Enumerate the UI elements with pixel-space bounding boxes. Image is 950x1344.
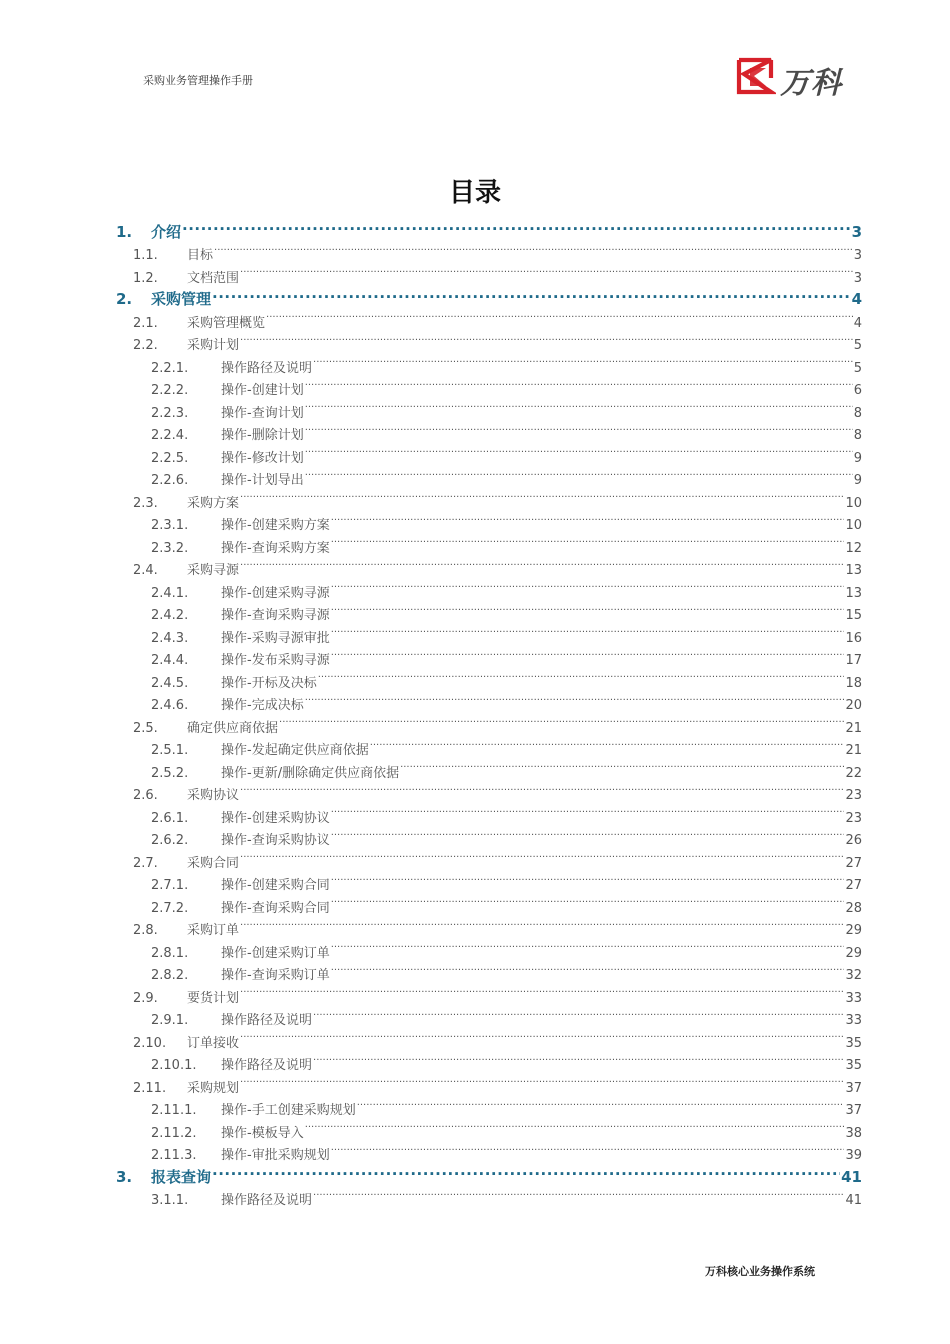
toc-dot-leader bbox=[331, 799, 845, 822]
toc-entry-label: 操作-创建计划 bbox=[221, 383, 304, 398]
toc-entry[interactable] bbox=[116, 844, 862, 871]
toc-entry-number: 2.2.2. bbox=[151, 383, 189, 398]
toc-entry-number: 2.11.3. bbox=[151, 1148, 197, 1163]
toc-entry-page-number: 35 bbox=[845, 1035, 862, 1051]
toc-entry[interactable] bbox=[116, 1159, 862, 1186]
toc-entry-number: 2.4.6. bbox=[151, 698, 189, 713]
toc-entry-number: 2.6.2. bbox=[151, 833, 189, 848]
toc-entry-page-number: 12 bbox=[845, 540, 862, 556]
toc-entry-label: 操作-开标及决标 bbox=[221, 675, 317, 691]
toc-dot-leader bbox=[331, 529, 845, 552]
toc-entry-label: 采购协议 bbox=[187, 788, 240, 803]
toc-entry[interactable] bbox=[116, 574, 862, 601]
toc-entry-number: 2.1. bbox=[133, 315, 158, 331]
toc-dot-leader bbox=[331, 507, 845, 530]
toc-entry-label: 采购计划 bbox=[187, 338, 240, 353]
toc-entry-number: 2.3.1. bbox=[151, 518, 189, 533]
toc-entry-page-number: 13 bbox=[845, 585, 862, 601]
toc-dot-leader bbox=[305, 1114, 845, 1137]
toc-entry-label: 操作-查询采购协议 bbox=[221, 833, 330, 848]
toc-entry-label: 报表查询 bbox=[151, 1167, 212, 1186]
toc-entry[interactable] bbox=[116, 394, 862, 421]
toc-entry-label: 操作-发布采购寻源 bbox=[221, 653, 330, 668]
document-header-title: 采购业务管理操作手册 bbox=[143, 74, 253, 87]
toc-entry-number: 2.2. bbox=[133, 338, 158, 353]
toc-dot-leader bbox=[240, 552, 844, 575]
toc-entry-label: 采购合同 bbox=[187, 855, 240, 871]
toc-entry[interactable] bbox=[116, 372, 862, 398]
toc-entry[interactable] bbox=[116, 1182, 862, 1208]
toc-entry-number: 2.8. bbox=[133, 923, 158, 938]
toc-dot-leader bbox=[331, 597, 845, 620]
toc-entry-number: 2.9.1. bbox=[151, 1013, 189, 1028]
toc-entry-label: 操作-模板导入 bbox=[221, 1125, 304, 1141]
toc-entry[interactable] bbox=[116, 417, 862, 443]
toc-entry[interactable] bbox=[116, 484, 862, 511]
toc-dot-leader bbox=[313, 1182, 844, 1205]
toc-entry[interactable] bbox=[116, 349, 862, 376]
toc-dot-leader bbox=[305, 439, 853, 462]
toc-dot-leader bbox=[305, 394, 853, 417]
toc-entry-page-number: 13 bbox=[845, 563, 862, 578]
toc-entry-number: 2.10.1. bbox=[151, 1058, 197, 1073]
toc-entry-label: 确定供应商依据 bbox=[187, 720, 279, 736]
toc-entry-page-number: 15 bbox=[845, 608, 862, 623]
toc-dot-leader bbox=[331, 934, 845, 957]
toc-entry[interactable] bbox=[116, 597, 862, 623]
toc-entry[interactable] bbox=[116, 754, 862, 781]
toc-entry-page-number: 8 bbox=[853, 428, 862, 443]
toc-entry-number: 2.2.3. bbox=[151, 405, 189, 421]
toc-dot-leader bbox=[240, 1024, 844, 1047]
toc-entry-number: 2.2.5. bbox=[151, 450, 189, 466]
toc-entry-number: 2.7.1. bbox=[151, 878, 189, 893]
toc-entry-page-number: 5 bbox=[853, 360, 862, 376]
toc-dot-leader bbox=[400, 754, 844, 777]
toc-entry[interactable] bbox=[116, 799, 862, 826]
toc-title: 目录 bbox=[448, 178, 501, 208]
toc-entry-label: 操作-创建采购寻源 bbox=[221, 585, 330, 601]
toc-dot-leader bbox=[331, 619, 845, 642]
toc-dot-leader bbox=[212, 282, 851, 305]
toc-entry-number: 2.7. bbox=[133, 855, 158, 871]
toc-entry-label: 操作-计划导出 bbox=[221, 473, 304, 488]
toc-entry[interactable] bbox=[116, 687, 862, 713]
toc-dot-leader bbox=[357, 1092, 845, 1115]
toc-entry-page-number: 39 bbox=[845, 1148, 862, 1163]
toc-entry-number: 2.6. bbox=[133, 788, 158, 803]
toc-entry-label: 操作-查询采购订单 bbox=[221, 968, 330, 983]
toc-entry-page-number: 33 bbox=[845, 1013, 862, 1028]
toc-dot-leader bbox=[331, 867, 845, 890]
toc-entry-page-number: 8 bbox=[853, 405, 862, 421]
toc-entry-label: 订单接收 bbox=[187, 1035, 240, 1051]
toc-entry-page-number: 3 bbox=[853, 270, 862, 286]
toc-entry-page-number: 9 bbox=[853, 473, 862, 488]
toc-entry-page-number: 22 bbox=[845, 765, 862, 781]
toc-dot-leader bbox=[331, 1137, 845, 1160]
toc-entry-label: 操作-查询采购方案 bbox=[221, 540, 330, 556]
toc-entry-label: 操作-删除计划 bbox=[221, 428, 304, 443]
toc-entry[interactable] bbox=[116, 664, 862, 691]
toc-entry-label: 操作-采购寻源审批 bbox=[221, 630, 330, 646]
toc-entry-number: 2.9. bbox=[133, 990, 158, 1006]
toc-entry-page-number: 23 bbox=[845, 810, 862, 826]
toc-entry-label: 操作-发起确定供应商依据 bbox=[221, 743, 369, 758]
toc-entry-label: 操作路径及说明 bbox=[221, 1193, 313, 1208]
toc-entry[interactable] bbox=[116, 912, 862, 938]
toc-dot-leader bbox=[266, 304, 853, 327]
toc-dot-leader bbox=[318, 664, 845, 687]
toc-entry-label: 操作-创建采购合同 bbox=[221, 878, 330, 893]
toc-entry[interactable] bbox=[116, 282, 862, 308]
toc-entry-label: 采购管理 bbox=[151, 290, 212, 308]
toc-entry-page-number: 38 bbox=[845, 1125, 862, 1141]
toc-entry[interactable] bbox=[116, 304, 862, 331]
toc-entry-page-number: 28 bbox=[845, 900, 862, 916]
toc-entry-label: 操作-查询采购合同 bbox=[221, 900, 330, 916]
toc-entry-number: 2.2.4. bbox=[151, 428, 189, 443]
footer-system-name: 万科核心业务操作系统 bbox=[705, 1265, 815, 1278]
toc-entry-page-number: 33 bbox=[845, 990, 862, 1006]
toc-entry-number: 2.11.1. bbox=[151, 1103, 197, 1118]
toc-entry-page-number: 21 bbox=[845, 743, 862, 758]
toc-dot-leader bbox=[313, 349, 853, 372]
toc-entry[interactable] bbox=[116, 214, 862, 241]
toc-dot-leader bbox=[305, 462, 853, 485]
toc-entry-label: 采购订单 bbox=[187, 923, 240, 938]
toc-entry-label: 目标 bbox=[187, 248, 214, 263]
toc-entry-page-number: 18 bbox=[845, 675, 862, 691]
toc-entry[interactable] bbox=[116, 1114, 862, 1141]
toc-entry[interactable] bbox=[116, 439, 862, 466]
toc-entry-page-number: 37 bbox=[845, 1080, 862, 1096]
toc-entry-number: 2.11.2. bbox=[151, 1125, 197, 1141]
toc-dot-leader bbox=[313, 1002, 844, 1025]
toc-entry-number: 2.4.4. bbox=[151, 653, 189, 668]
toc-entry-number: 2.7.2. bbox=[151, 900, 189, 916]
toc-entry-number: 1. bbox=[116, 222, 133, 241]
toc-entry-page-number: 32 bbox=[845, 968, 862, 983]
toc-entry-page-number: 27 bbox=[845, 855, 862, 871]
toc-entry-page-number: 4 bbox=[851, 290, 862, 308]
toc-entry-number: 2.4.2. bbox=[151, 608, 189, 623]
toc-entry-page-number: 10 bbox=[845, 518, 862, 533]
toc-dot-leader bbox=[214, 237, 853, 260]
toc-entry-label: 操作-查询采购寻源 bbox=[221, 608, 330, 623]
toc-dot-leader bbox=[240, 484, 844, 507]
toc-entry[interactable] bbox=[116, 1024, 862, 1051]
toc-dot-leader bbox=[305, 372, 853, 395]
toc-entry[interactable] bbox=[116, 619, 862, 646]
toc-entry[interactable] bbox=[116, 462, 862, 488]
toc-entry-page-number: 3 bbox=[853, 248, 862, 263]
toc-dot-leader bbox=[313, 1047, 844, 1070]
toc-entry-label: 文档范围 bbox=[187, 270, 240, 286]
toc-entry-number: 2.5.2. bbox=[151, 765, 189, 781]
toc-entry-number: 3. bbox=[116, 1167, 133, 1186]
toc-entry-number: 2.4.3. bbox=[151, 630, 189, 646]
toc-dot-leader bbox=[212, 1159, 840, 1182]
toc-entry-label: 操作-修改计划 bbox=[221, 450, 304, 466]
toc-entry-page-number: 41 bbox=[841, 1167, 862, 1186]
toc-entry-number: 2.2.6. bbox=[151, 473, 189, 488]
toc-entry-page-number: 5 bbox=[853, 338, 862, 353]
toc-dot-leader bbox=[305, 687, 845, 710]
toc-entry[interactable] bbox=[116, 732, 862, 758]
toc-entry-label: 要货计划 bbox=[187, 990, 240, 1006]
toc-entry[interactable] bbox=[116, 934, 862, 961]
toc-entry[interactable] bbox=[116, 1137, 862, 1163]
toc-entry-number: 2.8.2. bbox=[151, 968, 189, 983]
toc-dot-leader bbox=[240, 777, 844, 800]
table-of-contents bbox=[116, 214, 862, 1208]
toc-entry-number: 2.11. bbox=[133, 1080, 167, 1096]
toc-entry-number: 2.3. bbox=[133, 495, 158, 511]
toc-dot-leader bbox=[331, 957, 845, 980]
toc-entry-page-number: 4 bbox=[853, 315, 862, 331]
toc-entry-number: 2.8.1. bbox=[151, 945, 189, 961]
toc-entry-page-number: 29 bbox=[845, 923, 862, 938]
toc-entry[interactable] bbox=[116, 259, 862, 286]
toc-entry[interactable] bbox=[116, 822, 862, 848]
toc-entry-label: 采购方案 bbox=[187, 495, 240, 511]
toc-entry-label: 操作路径及说明 bbox=[221, 360, 313, 376]
toc-entry[interactable] bbox=[116, 889, 862, 916]
toc-dot-leader bbox=[240, 979, 844, 1002]
toc-entry-label: 操作-审批采购规划 bbox=[221, 1148, 330, 1163]
toc-entry[interactable] bbox=[116, 237, 862, 263]
toc-entry-page-number: 10 bbox=[845, 495, 862, 511]
toc-entry-page-number: 6 bbox=[853, 383, 862, 398]
toc-dot-leader bbox=[240, 1069, 844, 1092]
toc-dot-leader bbox=[305, 417, 853, 440]
toc-entry-page-number: 16 bbox=[845, 630, 862, 646]
toc-entry-number: 2.10. bbox=[133, 1035, 167, 1051]
toc-entry[interactable] bbox=[116, 1092, 862, 1118]
toc-entry-label: 采购寻源 bbox=[187, 563, 240, 578]
toc-entry-label: 操作-创建采购订单 bbox=[221, 945, 330, 961]
vanke-logo-icon bbox=[736, 56, 776, 96]
toc-entry[interactable] bbox=[116, 552, 862, 578]
toc-dot-leader bbox=[240, 912, 844, 935]
toc-entry-number: 2.6.1. bbox=[151, 810, 189, 826]
toc-entry-number: 2.4.5. bbox=[151, 675, 189, 691]
toc-entry-page-number: 35 bbox=[845, 1058, 862, 1073]
company-logo bbox=[736, 56, 862, 101]
toc-entry-label: 操作路径及说明 bbox=[221, 1058, 313, 1073]
toc-entry-number: 2.3.2. bbox=[151, 540, 189, 556]
toc-entry-label: 操作-更新/删除确定供应商依据 bbox=[221, 765, 400, 781]
toc-entry[interactable] bbox=[116, 507, 862, 533]
toc-dot-leader bbox=[370, 732, 845, 755]
toc-entry-page-number: 23 bbox=[845, 788, 862, 803]
toc-dot-leader bbox=[331, 822, 845, 845]
toc-dot-leader bbox=[240, 259, 853, 282]
toc-entry[interactable] bbox=[116, 867, 862, 893]
toc-entry-number: 1.1. bbox=[133, 248, 158, 263]
toc-dot-leader bbox=[240, 327, 853, 350]
toc-entry-number: 2.2.1. bbox=[151, 360, 189, 376]
toc-entry[interactable] bbox=[116, 1047, 862, 1073]
toc-entry-page-number: 29 bbox=[845, 945, 862, 961]
toc-entry[interactable] bbox=[116, 777, 862, 803]
toc-entry-number: 3.1.1. bbox=[151, 1193, 189, 1208]
toc-entry-label: 操作-手工创建采购规划 bbox=[221, 1103, 356, 1118]
toc-entry[interactable] bbox=[116, 709, 862, 736]
toc-entry[interactable] bbox=[116, 642, 862, 668]
toc-dot-leader bbox=[279, 709, 844, 732]
toc-entry-page-number: 27 bbox=[845, 878, 862, 893]
toc-dot-leader bbox=[331, 889, 845, 912]
logo-wordmark: 万科 bbox=[780, 66, 842, 101]
toc-entry-label: 操作-查询计划 bbox=[221, 405, 304, 421]
toc-entry-page-number: 37 bbox=[845, 1103, 862, 1118]
toc-entry-number: 1.2. bbox=[133, 270, 158, 286]
toc-entry[interactable] bbox=[116, 957, 862, 983]
toc-entry-number: 2.5. bbox=[133, 720, 158, 736]
toc-entry[interactable] bbox=[116, 529, 862, 556]
toc-entry-number: 2.5.1. bbox=[151, 743, 189, 758]
toc-entry-number: 2.4. bbox=[133, 563, 158, 578]
toc-entry-label: 采购规划 bbox=[187, 1080, 240, 1096]
toc-entry-page-number: 9 bbox=[853, 450, 862, 466]
toc-entry-page-number: 20 bbox=[845, 698, 862, 713]
toc-entry-page-number: 3 bbox=[851, 222, 862, 241]
toc-dot-leader bbox=[331, 642, 845, 665]
toc-entry-page-number: 41 bbox=[845, 1193, 862, 1208]
toc-entry[interactable] bbox=[116, 1069, 862, 1096]
toc-dot-leader bbox=[240, 844, 844, 867]
toc-entry-label: 操作-创建采购协议 bbox=[221, 810, 330, 826]
toc-entry[interactable] bbox=[116, 327, 862, 353]
toc-entry[interactable] bbox=[116, 979, 862, 1006]
toc-entry-number: 2. bbox=[116, 290, 133, 308]
toc-dot-leader bbox=[182, 214, 851, 237]
toc-entry-page-number: 17 bbox=[845, 653, 862, 668]
toc-entry[interactable] bbox=[116, 1002, 862, 1028]
toc-entry-label: 操作-创建采购方案 bbox=[221, 518, 330, 533]
toc-entry-number: 2.4.1. bbox=[151, 585, 189, 601]
toc-entry-page-number: 21 bbox=[845, 720, 862, 736]
toc-entry-label: 介绍 bbox=[151, 222, 182, 241]
toc-entry-page-number: 26 bbox=[845, 833, 862, 848]
toc-dot-leader bbox=[331, 574, 845, 597]
toc-entry-label: 采购管理概览 bbox=[187, 315, 266, 331]
toc-entry-label: 操作-完成决标 bbox=[221, 698, 304, 713]
toc-entry-label: 操作路径及说明 bbox=[221, 1013, 313, 1028]
